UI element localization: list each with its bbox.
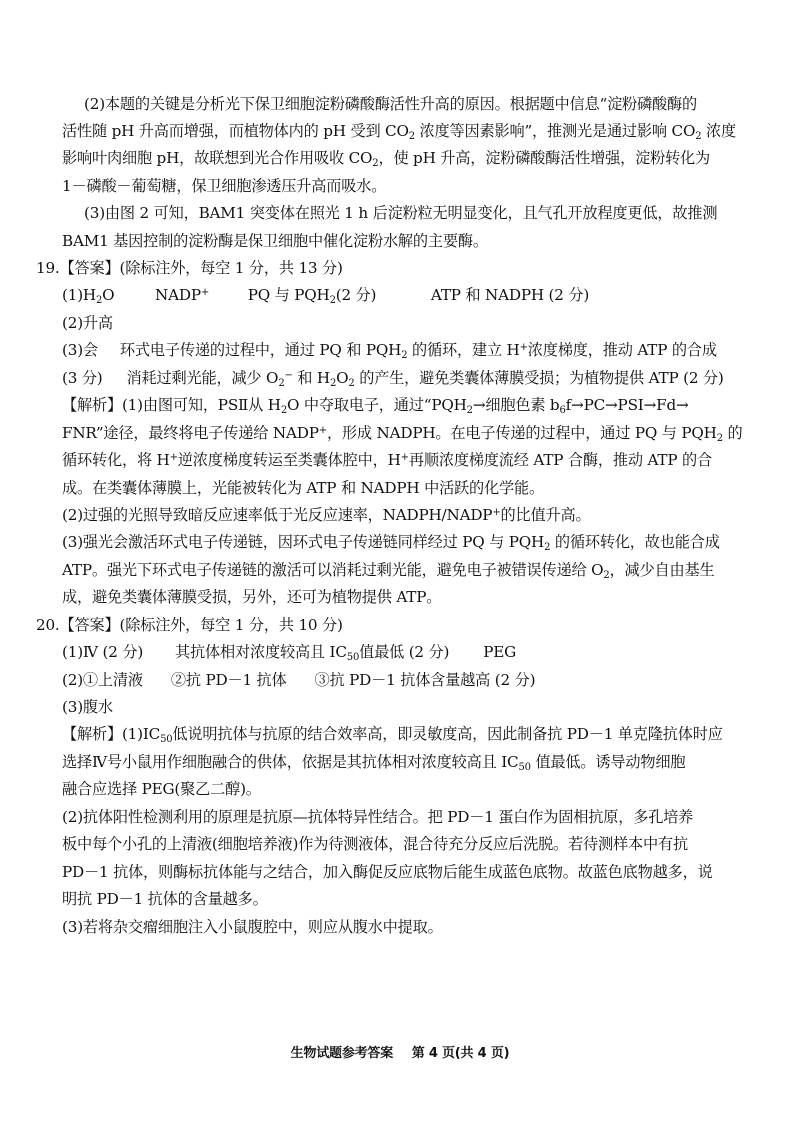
text-segment: ②抗 PD－1 抗体	[170, 671, 287, 689]
q19-explain-line4	[62, 478, 544, 498]
text-segment: −	[284, 370, 293, 381]
text-segment: 成，避免类囊体薄膜受损，另外，还可为植物提供 ATP。	[62, 588, 442, 606]
text-segment: 其抗体相对浓度较高且 IC	[175, 643, 347, 661]
text-segment: 2	[348, 378, 355, 389]
text-segment: 的循环转化，故也能合成	[550, 533, 720, 551]
text-segment: 2	[401, 350, 408, 361]
q19-explain-line3	[62, 450, 712, 470]
text-segment: ，减少自由基生	[609, 561, 715, 579]
footer-title: 生物试题参考答案	[290, 1046, 394, 1061]
text-segment: 2	[278, 378, 285, 389]
text-segment: +	[519, 342, 528, 353]
q18-part2-line2	[62, 121, 736, 141]
text-segment: 2	[603, 570, 610, 581]
text-segment: 6	[559, 405, 566, 416]
text-segment: (3)若将杂交瘤细胞注入小鼠腹腔中，则应从腹水中提取。	[62, 918, 443, 936]
text-segment: +	[400, 452, 409, 463]
q19-answer-2	[62, 313, 113, 333]
text-segment: PEG	[483, 643, 517, 661]
text-segment: 50	[518, 762, 531, 773]
text-segment: 20.【答案】(除标注外，每空 1 分，共 10 分)	[36, 616, 343, 634]
q18-part2-line1	[84, 94, 697, 114]
q19-explain-line1	[62, 395, 689, 415]
q20-header	[36, 615, 343, 635]
text-segment: O 中夺取电子，通过“PQH	[286, 396, 467, 414]
q20-explain-line5	[62, 834, 688, 854]
footer-page-number: 第 4 页(共 4 页)	[411, 1046, 510, 1061]
q20-answer-2	[62, 670, 535, 690]
text-segment: ，形成 NADPH。在电子传递的过程中，通过 PQ 与 PQH	[326, 424, 717, 442]
text-segment: 影响叶肉细胞 pH，故联想到光合作用吸收 CO	[62, 149, 373, 167]
text-segment: 低说明抗体与抗原的结合效率高，即灵敏度高，因此制备抗 PD－1 单克隆抗体时应	[172, 725, 723, 743]
text-segment: 和 H	[292, 369, 330, 387]
q18-part3-line2	[62, 231, 488, 251]
q19-answer-1	[62, 285, 589, 305]
q19-header	[36, 258, 343, 278]
text-segment: 50	[160, 734, 173, 745]
q19-answer-3-line2	[62, 368, 724, 388]
text-segment: (1)H	[62, 286, 96, 304]
text-segment: 2	[544, 542, 551, 553]
text-segment: 【解析】(1)由图可知，PSⅡ从 H	[62, 396, 281, 414]
text-segment: 的产生，避免类囊体薄膜受损；为植物提供 ATP (2 分)	[354, 369, 724, 387]
text-segment: (3 分)	[62, 369, 103, 387]
text-segment: PQ 与 PQH	[247, 286, 330, 304]
q18-part2-line3	[62, 148, 710, 168]
q20-explain-line8	[62, 917, 443, 937]
text-segment: 逆浓度梯度转运至类囊体腔中，H	[177, 451, 401, 469]
text-segment: (2)本题的关键是分析光下保卫细胞淀粉磷酸酶活性升高的原因。根据题中信息“淀粉磷酸酶的	[84, 95, 697, 113]
q20-explain-line7	[62, 889, 268, 909]
q18-part3-line1	[84, 203, 717, 223]
q20-answer-3	[62, 697, 113, 717]
text-segment: 值最低。诱导动物细胞	[530, 753, 686, 771]
text-segment: 选择Ⅳ号小鼠用作细胞融合的供体，依据是其抗体相对浓度较高且 IC	[62, 753, 519, 771]
q20-answer-1	[62, 642, 516, 662]
text-segment: (3)由图 2 可知，BAM1 突变体在照光 1 h 后淀粉粒无明显变化，且气孔开放程度更低，故推测	[84, 204, 718, 222]
page-footer	[0, 1045, 800, 1063]
text-segment: 2	[95, 295, 103, 306]
text-segment: 明抗 PD－1 抗体的含量越多。	[62, 890, 268, 908]
text-segment: 2	[329, 295, 336, 306]
text-segment: 2	[280, 405, 287, 416]
text-segment: FNR”途径，最终将电子传递给 NADP	[62, 424, 319, 442]
q20-explain-line2	[62, 752, 685, 772]
text-segment: →细胞色素 b	[472, 396, 560, 414]
text-segment: (3)强光会激活环式电子传递链，因环式电子传递链同样经过 PQ 与 PQH	[62, 533, 545, 551]
q20-explain-line6	[62, 862, 713, 882]
text-segment: 2	[329, 378, 337, 389]
q18-part2-line4	[62, 176, 386, 196]
text-segment: 融合应选择 PEG(聚乙二醇)。	[62, 780, 261, 798]
q19-explain-line7	[62, 560, 714, 580]
text-segment: ATP 和 NADPH (2 分)	[430, 286, 590, 304]
q20-explain-line3	[62, 779, 261, 799]
text-segment: 板中每个小孔的上清液(细胞培养液)作为待测液体，混合待充分反应后洗脱。若待测样本中有抗	[62, 835, 688, 853]
text-segment: (2)过强的光照导致暗反应速率低于光反应速率，NADPH/NADP	[62, 506, 493, 524]
text-segment: 浓度	[701, 122, 736, 140]
text-segment: 再顺浓度梯度流经 ATP 合酶，推动 ATP 的合	[408, 451, 712, 469]
text-segment: (2 分)	[335, 286, 377, 304]
text-segment: 2	[372, 158, 379, 169]
text-segment: 50	[346, 652, 360, 663]
text-segment: 2	[695, 131, 702, 142]
text-segment: +	[492, 507, 501, 518]
text-segment: 2	[408, 131, 415, 142]
text-segment: BAM1 基因控制的淀粉酶是保卫细胞中催化淀粉水解的主要酶。	[62, 232, 488, 250]
q20-explain-line4	[62, 807, 693, 827]
text-segment: 值最低 (2 分)	[359, 643, 450, 661]
text-segment: 成。在类囊体薄膜上，光能被转化为 ATP 和 NADPH 中活跃的化学能。	[62, 479, 544, 497]
text-segment: 浓度梯度，推动 ATP 的合成	[527, 341, 717, 359]
text-segment: 的循环，建立 H	[407, 341, 520, 359]
text-segment: +	[200, 287, 210, 298]
text-segment: ③抗 PD－1 抗体含量越高 (2 分)	[314, 671, 536, 689]
text-segment: 的	[722, 424, 743, 442]
q19-explain-line2	[62, 423, 743, 443]
q20-explain-line1	[62, 724, 723, 744]
text-segment: f→PC→PSⅠ→Fd→	[565, 396, 689, 414]
text-segment: +	[169, 452, 178, 463]
text-segment: (2)抗体阳性检测利用的原理是抗原—抗体特异性结合。把 PD－1 蛋白作为固相抗原，多孔培养	[62, 808, 694, 826]
text-segment: 2	[716, 433, 723, 444]
q19-answer-3-line1	[62, 340, 717, 360]
text-segment: 活性随 pH 升高而增强，而植物体内的 pH 受到 CO	[62, 122, 409, 140]
text-segment: O	[336, 369, 349, 387]
q19-explain-line6	[62, 532, 720, 552]
text-segment: ATP。强光下环式电子传递链的激活可以消耗过剩光能，避免电子被错误传递给 O	[62, 561, 604, 579]
text-segment: (1)Ⅳ (2 分)	[62, 643, 144, 661]
text-segment: (2)升高	[62, 314, 113, 332]
text-segment: 2	[466, 405, 473, 416]
text-segment: 【解析】(1)IC	[62, 725, 161, 743]
text-segment: 1－磷酸－葡萄糖，保卫细胞渗透压升高而吸水。	[62, 177, 387, 195]
text-segment: 循环转化，将 H	[62, 451, 170, 469]
text-segment: 消耗过剩光能，减少 O	[126, 369, 279, 387]
text-segment: 19.【答案】(除标注外，每空 1 分，共 13 分)	[36, 259, 343, 277]
q19-explain-line5	[62, 505, 590, 525]
text-segment: 的比值升高。	[500, 506, 591, 524]
q19-explain-line8	[62, 587, 441, 607]
text-segment: PD－1 抗体，则酶标抗体能与之结合，加入酶促反应底物后能生成蓝色底物。故蓝色底物越多，说	[62, 863, 713, 881]
text-segment: 环式电子传递的过程中，通过 PQ 和 PQH	[119, 341, 402, 359]
text-segment: 浓度等因素影响”，推测光是通过影响 CO	[414, 122, 696, 140]
text-segment: O	[102, 286, 115, 304]
text-segment: (3)会	[62, 341, 98, 359]
text-segment: NADP	[155, 286, 201, 304]
text-segment: (2)①上清液	[62, 671, 143, 689]
text-segment: +	[318, 425, 327, 436]
text-segment: ，使 pH 升高，淀粉磷酸酶活性增强，淀粉转化为	[378, 149, 711, 167]
text-segment: (3)腹水	[62, 698, 113, 716]
